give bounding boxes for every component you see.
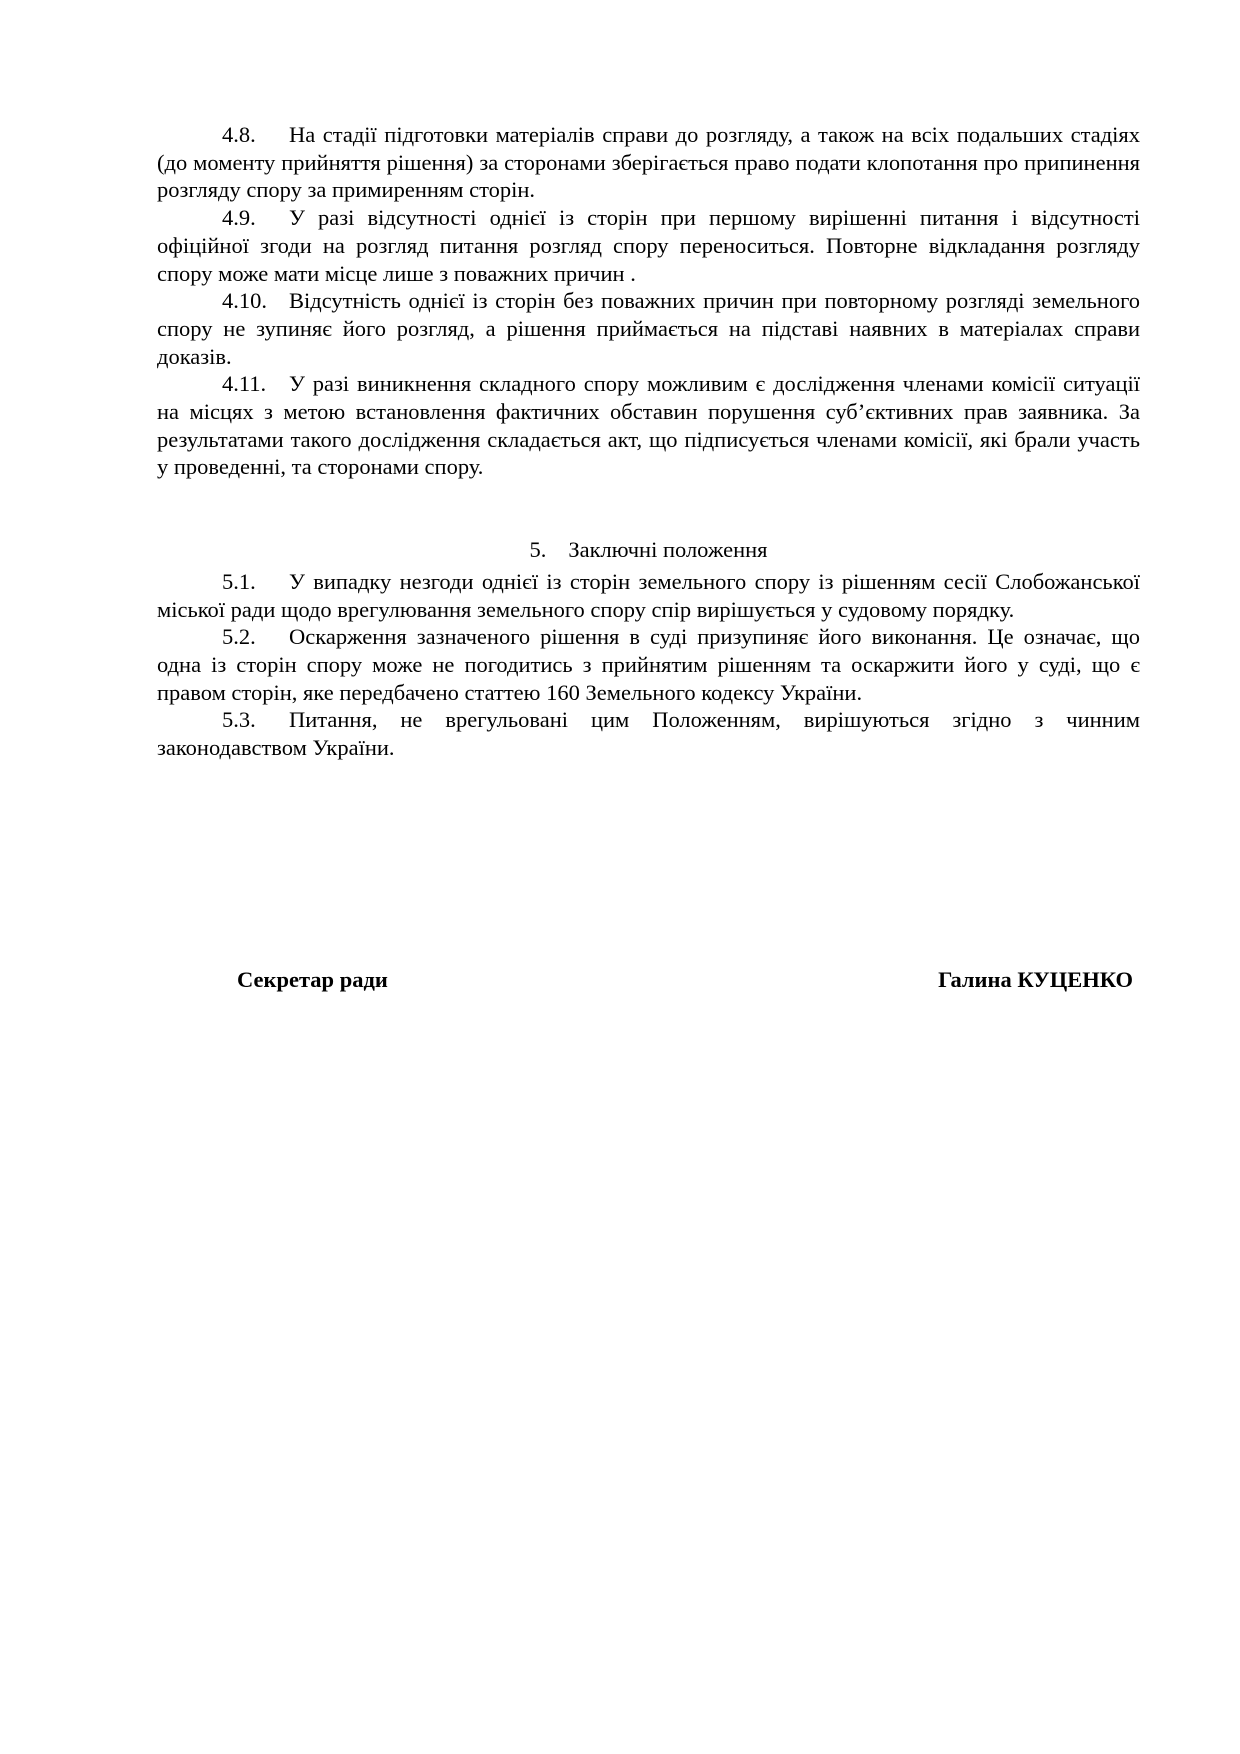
paragraph-4-11 [157, 370, 1140, 481]
paragraph-text: На стадії підготовки матеріалів справи до розгляду, а також на всіх подальших стадіях (до моменту прийняття рішення) за сторонами зберігається право подати клопотання про припинення розгляду спору за примиренням сторін. [157, 122, 1140, 203]
paragraph-text: У випадку незгоди однієї із сторін земельного спору із рішенням сесії Слобожанської міської ради щодо врегулювання земельного спору спір вирішується у судовому порядку. [157, 568, 1140, 622]
document-body [157, 121, 1140, 993]
paragraph-5-2 [157, 623, 1140, 706]
paragraph-number: 4.9. [222, 205, 256, 231]
signature-row [157, 966, 1140, 994]
paragraph-text: Відсутність однієї із сторін без поважних причин при повторному розгляді земельного спору не зупиняє його розгляд, а рішення приймається на підставі наявних в матеріалах справи доказів. [157, 288, 1140, 369]
paragraph-text: Оскарження зазначеного рішення в суді призупиняє його виконання. Це означає, що одна із сторін спору може не погодитись з прийнятим рішенням та оскаржити його у суді, що є правом сторін, яке передбачено статтею 160 Земельного кодексу України. [157, 624, 1140, 705]
section-5-heading [157, 536, 1140, 564]
paragraph-4-9 [157, 204, 1140, 287]
paragraph-5-3 [157, 706, 1140, 761]
paragraph-number: 5.1. [222, 568, 256, 594]
paragraph-text: У разі відсутності однієї із сторін при першому вирішенні питання і відсутності офіційної згоди на розгляд питання розгляд спору переноситься. Повторне відкладання розгляду спору може мати місце лише з поважних причин . [157, 205, 1140, 286]
paragraph-number: 5.3. [222, 707, 256, 733]
paragraph-4-8 [157, 121, 1140, 204]
paragraph-5-1 [157, 568, 1140, 623]
paragraph-number: 4.8. [222, 122, 256, 147]
section-heading-number: 5. [529, 537, 547, 563]
paragraph-text: У разі виникнення складного спору можливим є дослідження членами комісії ситуації на місцях з метою встановлення фактичних обставин порушення суб’єктивних прав заявника. За результатами такого дослідження складається акт, що підписується членами комісії, які брали участь у проведенні, та сторонами спору. [157, 371, 1140, 480]
signature-name: Галина КУЦЕНКО [938, 966, 1133, 992]
section-heading-title: Заключні положення [568, 537, 768, 563]
paragraph-4-10 [157, 287, 1140, 370]
paragraph-number: 5.2. [222, 624, 256, 650]
paragraph-number: 4.11. [222, 371, 267, 397]
paragraph-number: 4.10. [222, 288, 267, 314]
paragraph-text: Питання, не врегульовані цим Положенням, вирішуються згідно з чинним законодавством України. [157, 707, 1140, 761]
signature-title: Секретар ради [237, 966, 388, 992]
